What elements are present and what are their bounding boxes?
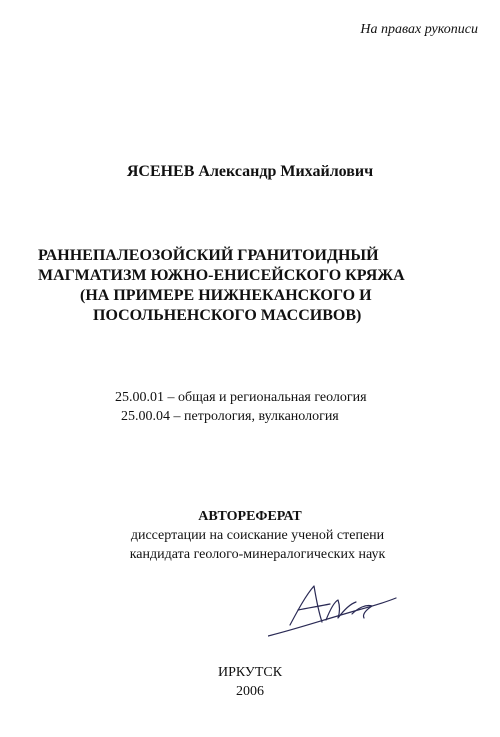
abstract-block xyxy=(0,507,500,564)
dissertation-title xyxy=(0,246,500,326)
abstract-line-2: кандидата геолого-минералогических наук xyxy=(129,547,386,562)
title-line-1: РАННЕПАЛЕОЗОЙСКИЙ ГРАНИТОИДНЫЙ xyxy=(38,247,379,264)
specialty-line-2: 25.00.04 – петрология, вулканология xyxy=(121,409,339,424)
rights-note: На правах рукописи xyxy=(360,22,478,37)
abstract-heading: АВТОРЕФЕРАТ xyxy=(198,509,302,524)
title-line-2: МАГМАТИЗМ ЮЖНО-ЕНИСЕЙСКОГО КРЯЖА xyxy=(38,267,405,284)
handwritten-signature xyxy=(268,580,398,640)
author-name: ЯСЕНЕВ Александр Михайлович xyxy=(126,163,374,180)
city-name: ИРКУТСК xyxy=(217,665,283,680)
footer-block xyxy=(0,663,500,701)
abstract-line-1: диссертации на соискание ученой степени xyxy=(130,528,385,543)
specialty-line-1: 25.00.01 – общая и региональная геология xyxy=(115,390,367,405)
title-line-3: (НА ПРИМЕРЕ НИЖНЕКАНСКОГО И xyxy=(80,287,372,304)
specialty-codes xyxy=(0,388,500,426)
publication-year: 2006 xyxy=(236,684,264,699)
title-line-4: ПОСОЛЬНЕНСКОГО МАССИВОВ) xyxy=(93,307,362,324)
